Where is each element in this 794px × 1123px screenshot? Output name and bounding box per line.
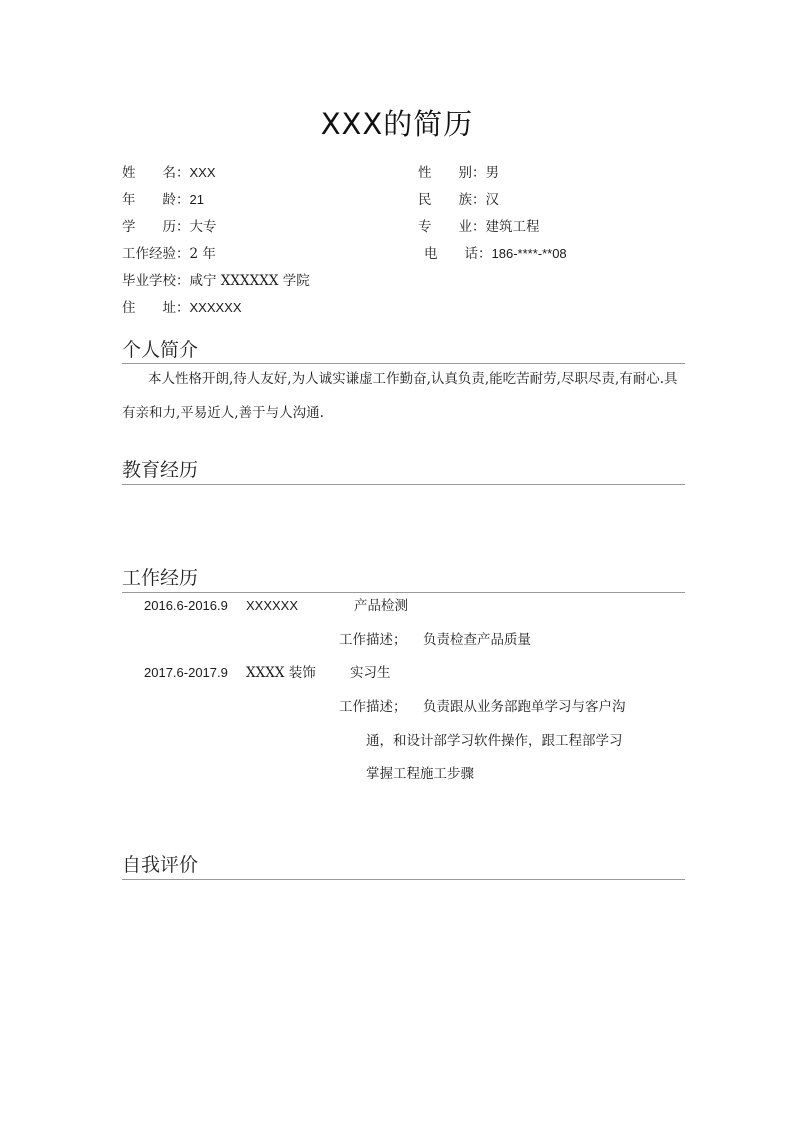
education-row (122, 218, 217, 236)
education-heading: 教育经历 (122, 459, 199, 481)
job-company: XXXX 装饰 (246, 665, 316, 681)
name-row (122, 164, 216, 182)
address-row (122, 299, 242, 317)
phone-value: 186-****-**08 (491, 246, 567, 261)
major-value: 建筑工程 (485, 219, 540, 235)
intro-text: 本人性格开朗,待人友好,为人诚实谦虚工作勤奋,认真负责,能吃苦耐劳,尽职尽责,有耐心.具有亲和力,平易近人,善于与人沟通. (122, 371, 678, 421)
age-label: 年 龄： (122, 192, 190, 208)
school-value: 咸宁 XXXXXX 学院 (189, 273, 310, 289)
school-row (122, 272, 310, 290)
experience-label: 工作经验： (122, 246, 190, 262)
gender-row (418, 164, 499, 182)
name-label: 姓 名： (122, 165, 190, 181)
intro-heading: 个人简介 (122, 339, 199, 361)
self-eval-divider (122, 879, 685, 880)
gender-value: 男 (485, 165, 499, 181)
education-label: 学 历： (122, 219, 190, 235)
phone-row (424, 245, 567, 263)
education-divider (122, 484, 685, 485)
ethnicity-value: 汉 (485, 192, 499, 208)
phone-label: 电 话： (424, 246, 492, 262)
ethnicity-row (418, 191, 499, 209)
page-title: XXX的简历 (320, 107, 474, 141)
age-row (122, 191, 204, 209)
address-label: 住 址： (122, 300, 190, 316)
work-heading: 工作经历 (122, 567, 199, 589)
name-value: XXX (189, 165, 216, 180)
school-label: 毕业学校： (122, 273, 190, 289)
job-desc-line: 负责检查产品质量 (423, 632, 531, 648)
job-desc-label: 工作描述； (339, 632, 407, 648)
job-period: 2016.6-2016.9 (144, 598, 228, 613)
job-position: 实习生 (350, 665, 391, 681)
major-label: 专 业： (418, 219, 486, 235)
job-desc-line: 负责跟从业务部跑单学习与客户沟 (423, 699, 626, 715)
age-value: 21 (189, 192, 204, 207)
address-value: XXXXXX (189, 300, 242, 315)
education-value: 大专 (189, 219, 217, 235)
job-desc-label: 工作描述； (339, 699, 407, 715)
self-eval-heading: 自我评价 (122, 854, 199, 876)
major-row (418, 218, 540, 236)
job-period: 2017.6-2017.9 (144, 665, 228, 680)
experience-row (122, 245, 216, 263)
experience-value: 2 年 (189, 246, 216, 262)
work-divider (122, 592, 685, 593)
job-desc-line: 掌握工程施工步骤 (366, 766, 474, 782)
job-position: 产品检测 (354, 598, 408, 614)
job-company: XXXXXX (246, 598, 299, 613)
gender-label: 性 别： (418, 165, 486, 181)
ethnicity-label: 民 族： (418, 192, 486, 208)
job-desc-line: 通，和设计部学习软件操作，跟工程部学习 (366, 733, 623, 749)
